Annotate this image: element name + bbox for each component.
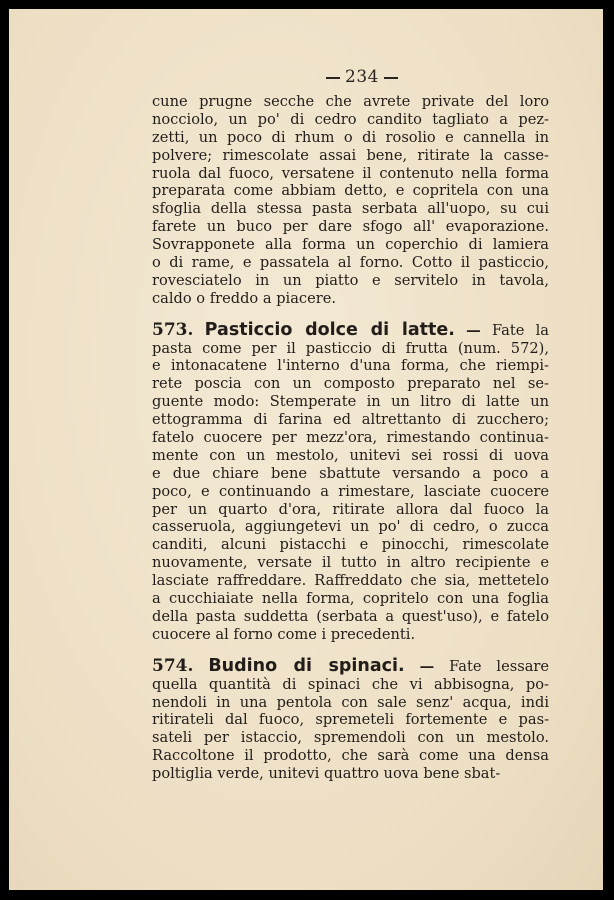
text-line: guente modo: Stemperate in un litro di latte un <box>152 393 549 411</box>
text-line: casseruola, aggiungetevi un po' di cedro, o zucca <box>152 518 549 536</box>
text-line: per un quarto d'ora, ritirate allora dal fuoco la <box>152 500 549 518</box>
text-line: ruola dal fuoco, versatene il contenuto nella forma <box>152 164 549 182</box>
text-line: mente con un mestolo, unitevi sei rossi di uova <box>152 446 549 464</box>
text-line: rete poscia con un composto preparato nel se- <box>152 375 549 393</box>
page-number-dash-right <box>384 77 398 79</box>
text-line: cune prugne secche che avrete private del loro <box>152 93 549 110</box>
text-line: zetti, un poco di rhum o di rosolio e cannella in <box>152 128 549 146</box>
text-line: a cucchiaiate nella forma, copritelo con una foglia <box>152 590 549 608</box>
recipe-574 <box>152 655 550 783</box>
recipe-heading <box>152 655 550 676</box>
text-line: nocciolo, un po' di cedro candito tagliato a pez- <box>152 110 549 128</box>
text-line: Raccoltone il prodotto, che sarà come una densa <box>152 747 549 765</box>
text-line: canditi, alcuni pistacchi e pinocchi, rimescolate <box>152 536 549 554</box>
recipe-title: Pasticcio dolce di latte. <box>204 319 455 340</box>
text-line: polvere; rimescolate assai bene, ritirate la casse- <box>152 146 549 164</box>
heading-dash: — <box>466 321 481 339</box>
recipe-number: 573. <box>152 319 194 340</box>
text-line: ettogramma di farina ed altrettanto di zucchero; <box>152 411 549 429</box>
recipe-first-words: Fate lessare <box>449 657 550 675</box>
text-line: sateli per istaccio, spremendoli con un mestolo. <box>152 729 549 747</box>
text-line: o di rame, e passatela al forno. Cotto il pasticcio, <box>152 254 549 272</box>
text-line: nendoli in una pentola con sale senz' acqua, indi <box>152 693 549 711</box>
page-number <box>9 67 603 87</box>
text-line: preparata come abbiam detto, e copritela con una <box>152 182 549 200</box>
text-line: della pasta suddetta (serbata a quest'uso), e fatelo <box>152 607 549 625</box>
text-line: poltiglia verde, unitevi quattro uova bene sbat- <box>152 765 501 783</box>
book-page <box>9 9 603 890</box>
page-number-dash-left <box>326 77 340 79</box>
text-line: poco, e continuando a rimestare, lasciate cuocere <box>152 482 549 500</box>
text-line: nuovamente, versate il tutto in altro recipiente e <box>152 554 549 572</box>
text-line: pasta come per il pasticcio di frutta (num. 572), <box>152 339 549 357</box>
text-line: fatelo cuocere per mezz'ora, rimestando continua- <box>152 429 549 447</box>
text-line: cuocere al forno come i precedenti. <box>152 625 416 643</box>
text-line: quella quantità di spinaci che vi abbisogna, po- <box>152 675 549 693</box>
page-number-value: 234 <box>345 67 379 87</box>
text-line: ritirateli dal fuoco, spremeteli fortemente e pas- <box>152 711 549 729</box>
recipe-number: 574. <box>152 655 194 676</box>
heading-dash: — <box>419 657 435 675</box>
text-line: e due chiare bene sbattute versando a poco a <box>152 464 549 482</box>
text-line: rovesciatelo in un piatto e servitelo in tavola, <box>152 271 549 289</box>
text-line: sfoglia della stessa pasta serbata all'uopo, su cui <box>152 200 549 218</box>
text-line: lasciate raffreddare. Raffreddato che sia, mettetelo <box>152 572 549 590</box>
recipe-first-words: Fate la <box>492 321 549 339</box>
text-line: caldo o freddo a piacere. <box>152 289 336 307</box>
page-body <box>152 93 549 783</box>
text-line: farete un buco per dare sfogo all' evaporazione. <box>152 218 549 236</box>
recipe-title: Budino di spinaci. <box>208 655 405 676</box>
text-line: Sovrapponete alla forma un coperchio di lamiera <box>152 236 549 254</box>
recipe-heading <box>152 319 549 340</box>
intro-paragraph <box>152 93 549 308</box>
text-line: e intonacatene l'interno d'una forma, che riempi- <box>152 357 549 375</box>
recipe-573 <box>152 319 549 644</box>
